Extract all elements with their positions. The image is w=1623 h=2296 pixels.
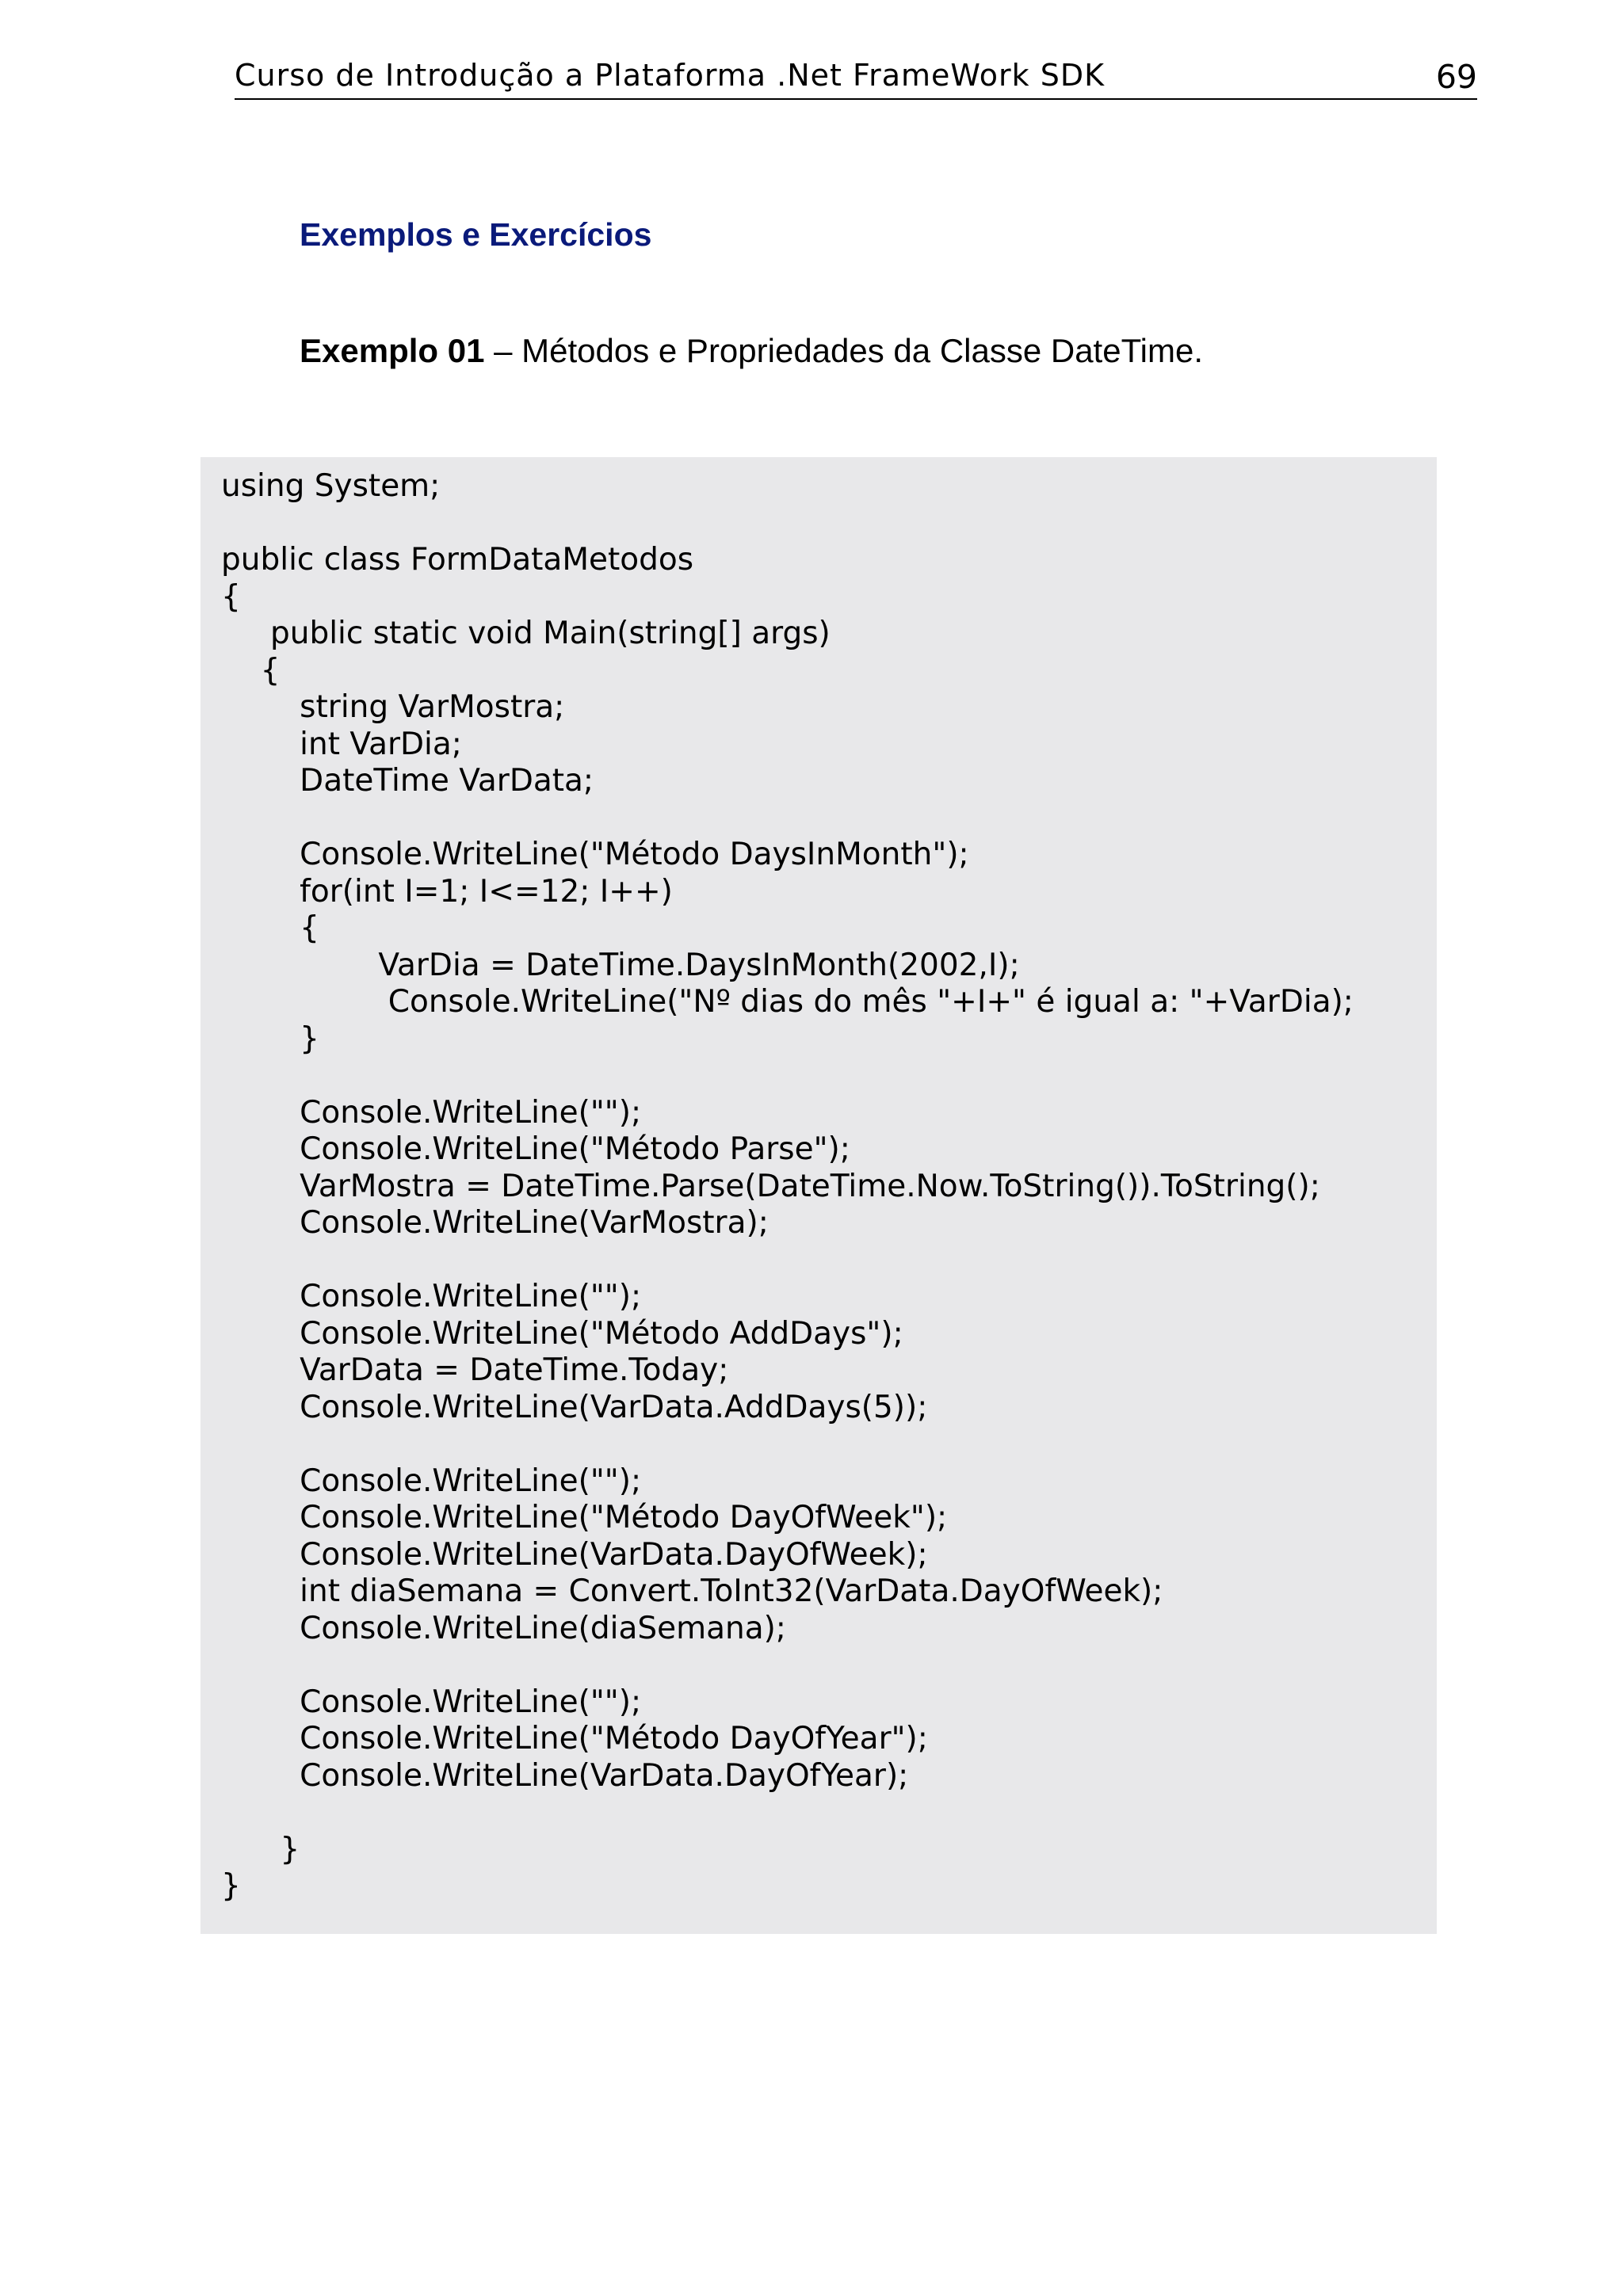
code-line: Console.WriteLine("");	[221, 1279, 642, 1314]
page-header	[235, 55, 1477, 100]
code-line	[221, 1426, 1354, 1463]
code-line: }	[221, 1868, 241, 1904]
code-line	[221, 1647, 1354, 1684]
code-box	[200, 457, 1437, 1934]
code-line: VarData = DateTime.Today;	[221, 1352, 729, 1388]
code-line	[221, 1794, 1354, 1832]
code-line: Console.WriteLine("");	[221, 1094, 642, 1131]
code-line: int VarDia;	[221, 726, 462, 762]
code-line: for(int I=1; I<=12; I++)	[221, 873, 673, 910]
example-description: – Métodos e Propriedades da Classe DateTime.	[484, 332, 1204, 369]
code-line: VarMostra = DateTime.Parse(DateTime.Now.ToString()).ToString();	[221, 1168, 1320, 1204]
code-line: Console.WriteLine("");	[221, 1463, 642, 1499]
code-line: Console.WriteLine("Método Parse");	[221, 1131, 850, 1167]
example-label: Exemplo 01	[300, 332, 485, 369]
code-line	[221, 505, 1354, 543]
code-line: Console.WriteLine("Método DayOfWeek");	[221, 1500, 948, 1535]
code-line: Console.WriteLine(VarMostra);	[221, 1205, 769, 1241]
example-title	[300, 329, 1203, 373]
code-line: Console.WriteLine("Método DayOfYear");	[221, 1721, 928, 1756]
code-line: VarDia = DateTime.DaysInMonth(2002,I);	[221, 947, 1020, 983]
code-line: Console.WriteLine("");	[221, 1684, 642, 1720]
code-line	[221, 800, 1354, 837]
header-title: Curso de Introdução a Plataforma .Net FrameWork SDK	[235, 58, 1106, 93]
page-number: 69	[1435, 58, 1477, 96]
code-line: }	[221, 1020, 319, 1057]
code-line: using System;	[221, 468, 441, 504]
code-line: Console.WriteLine("Nº dias do mês "+I+" é igual a: "+VarDia);	[221, 984, 1354, 1020]
code-line: }	[221, 1831, 300, 1867]
code-line: int diaSemana = Convert.ToInt32(VarData.DayOfWeek);	[221, 1573, 1163, 1609]
code-line: string VarMostra;	[221, 689, 565, 725]
code-block	[221, 468, 1354, 1905]
code-line: Console.WriteLine("Método DaysInMonth");	[221, 837, 969, 872]
code-line: public static void Main(string[] args)	[221, 616, 831, 651]
code-line: {	[221, 910, 319, 946]
code-line: DateTime VarData;	[221, 763, 594, 799]
code-line: {	[221, 652, 281, 688]
code-line	[221, 1058, 1354, 1095]
section-heading: Exemplos e Exercícios	[300, 216, 652, 253]
code-line: Console.WriteLine(VarData.DayOfWeek);	[221, 1536, 928, 1573]
code-line: Console.WriteLine("Método AddDays");	[221, 1315, 903, 1352]
code-line: {	[221, 578, 241, 615]
code-line: Console.WriteLine(diaSemana);	[221, 1610, 786, 1646]
code-line: Console.WriteLine(VarData.DayOfYear);	[221, 1757, 909, 1794]
code-line	[221, 1242, 1354, 1280]
code-line: Console.WriteLine(VarData.AddDays(5));	[221, 1389, 928, 1425]
code-line: public class FormDataMetodos	[221, 542, 694, 578]
